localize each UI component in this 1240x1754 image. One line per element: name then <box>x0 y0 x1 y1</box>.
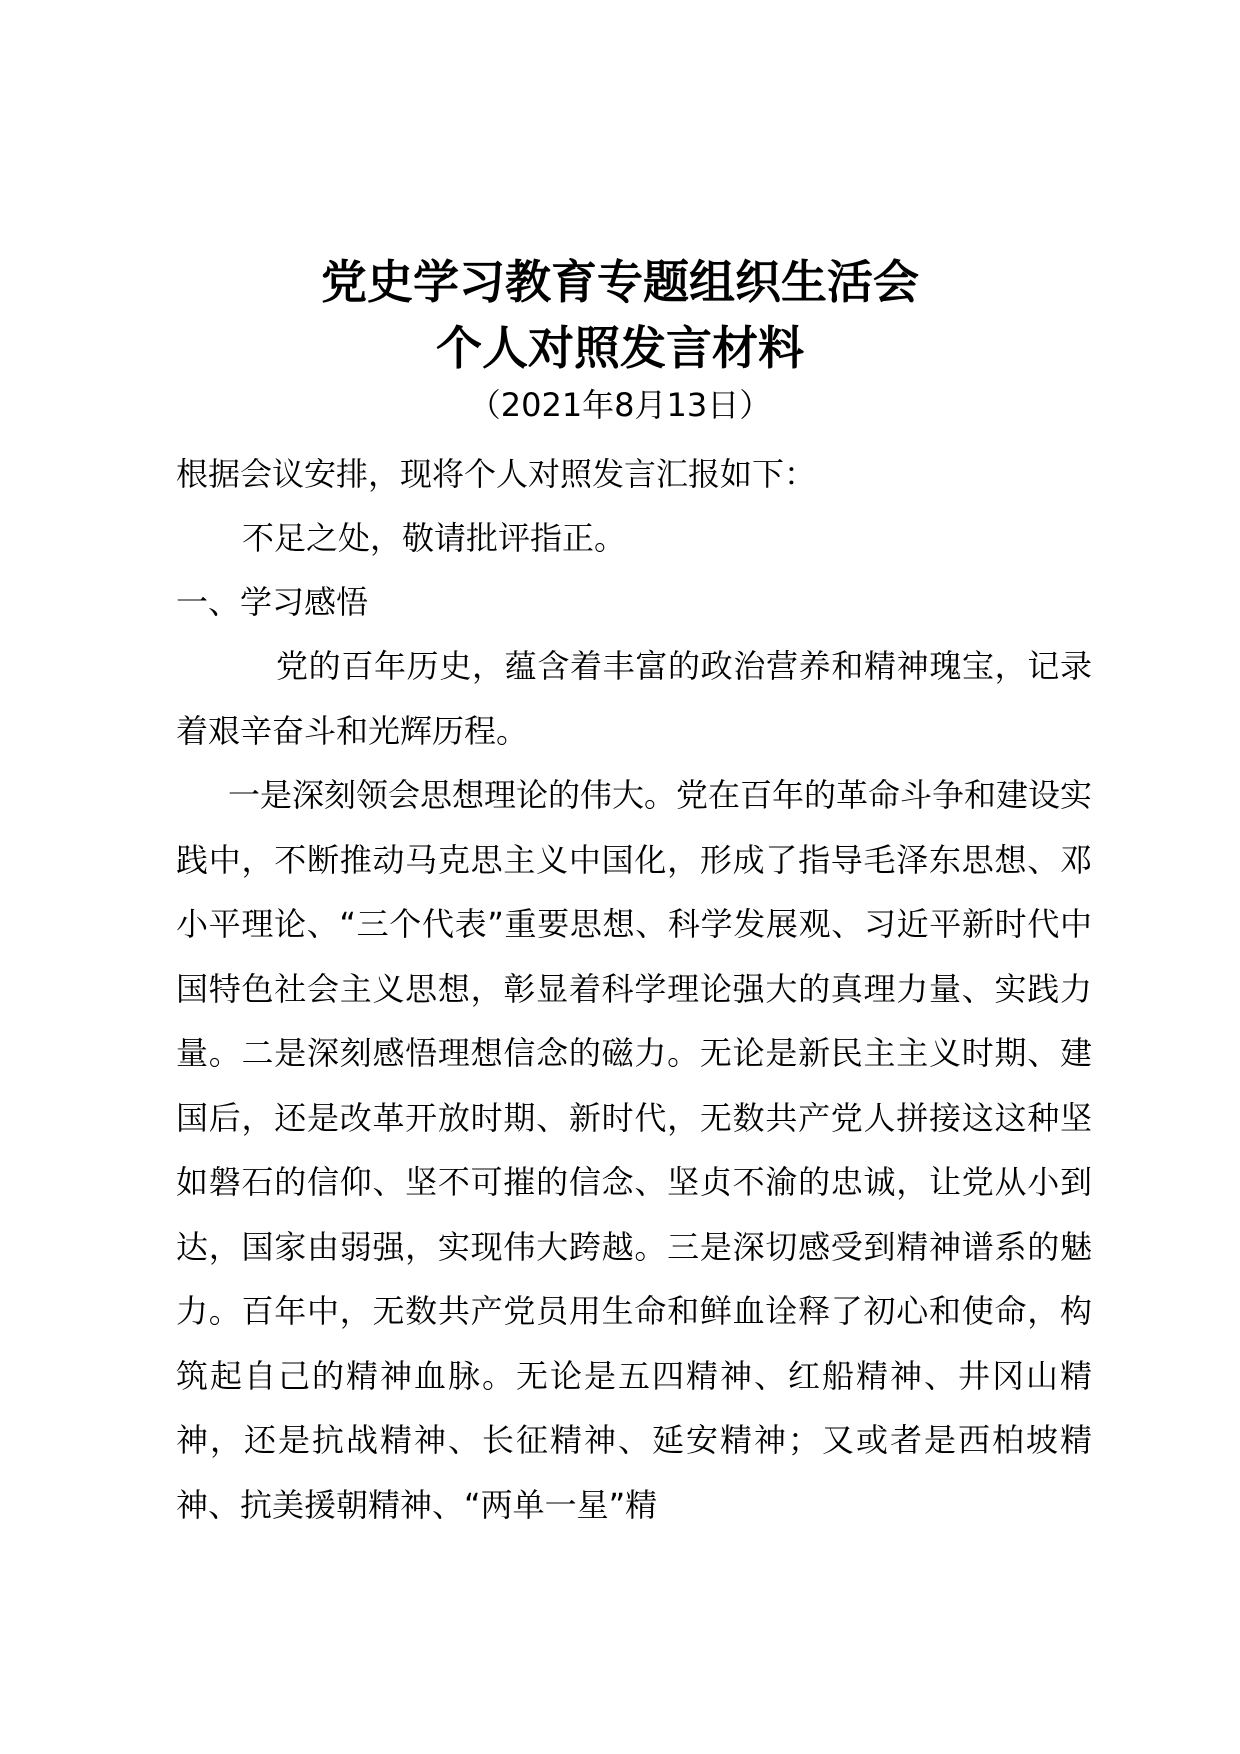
document-title-line2: 个人对照发言材料 <box>436 321 804 375</box>
closing-paragraph: 不足之处，敬请批评指正。 <box>242 519 627 557</box>
body-paragraph-1: 党的百年历史，蕴含着丰富的政治营养和精神瑰宝，记录着艰辛奋斗和光辉历程。 <box>176 647 1092 750</box>
section-heading: 一、学习感悟 <box>176 583 369 621</box>
body-paragraph-2: 一是深刻领会思想理论的伟大。党在百年的革命斗争和建设实践中，不断推动马克思主义中国化，形成了指导毛泽东思想、邓小平理论、“三个代表”重要思想、科学发展观、习近平新时代中国特色社会主义思想，彰显着科学理论强大的真理力量、实践力量。二是深刻感悟理想信念的磁力。无论是新民主主义时期、建国后，还是改革开放时期、新时代，无数共产党人拼接这这种坚如磐石的信仰、坚不可摧的信念、坚贞不渝的忠诚，让党从小到达，国家由弱强，实现伟大跨越。三是深切感受到精神谱系的魅力。百年中，无数共产党员用生命和鲜血诠释了初心和使命，构筑起自己的精神血脉。无论是五四精神、红船精神、井冈山精神，还是抗战精神、长征精神、延安精神；又或者是西柏坡精神、抗美援朝精神、“两单一星”精 <box>176 776 1093 1524</box>
document-date: （2021年8月13日） <box>468 386 772 424</box>
document-title-line1: 党史学习教育专题组织生活会 <box>321 255 919 309</box>
intro-paragraph: 根据会议安排，现将个人对照发言汇报如下： <box>176 455 817 493</box>
